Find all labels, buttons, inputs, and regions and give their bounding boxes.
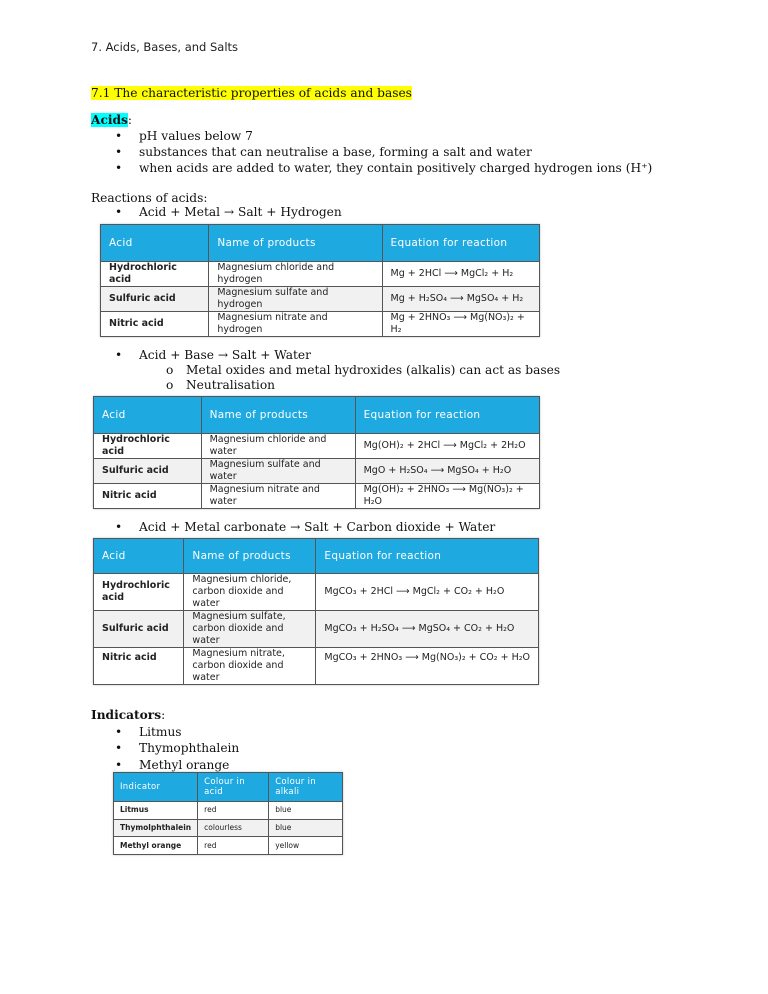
cell: Litmus <box>114 802 198 820</box>
acid-metal-table <box>100 224 540 337</box>
cell: Magnesium sulfate and hydrogen <box>209 287 382 312</box>
cell: Mg + 2HNO₃ ⟶ Mg(NO₃)₂ + H₂ <box>382 312 539 337</box>
list-item: • substances that can neutralise a base, forming a salt and water <box>115 145 532 159</box>
bullet-text: Acid + Base → Salt + Water <box>139 348 311 362</box>
cell: Magnesium nitrate and hydrogen <box>209 312 382 337</box>
cell: Magnesium chloride and hydrogen <box>209 262 382 287</box>
indicators-colon: : <box>161 708 166 722</box>
table-row <box>114 837 343 855</box>
cell: Thymolphthalein <box>114 819 198 837</box>
cell: MgCO₃ + 2HNO₃ ⟶ Mg(NO₃)₂ + CO₂ + H₂O <box>316 648 539 685</box>
cell: Magnesium chloride and water <box>201 434 355 459</box>
indicators-label: Indicators <box>91 708 162 722</box>
cell: Sulfuric acid <box>94 459 202 484</box>
list-item: • Acid + Base → Salt + Water <box>115 348 311 362</box>
indicator-table <box>113 772 343 855</box>
cell: Sulfuric acid <box>94 611 184 648</box>
table-row <box>101 287 540 312</box>
acids-colon: : <box>127 113 132 127</box>
cell: Mg + 2HCl ⟶ MgCl₂ + H₂ <box>382 262 539 287</box>
column-header: Colour in acid <box>198 773 269 802</box>
cell: MgCO₃ + H₂SO₄ ⟶ MgSO₄ + CO₂ + H₂O <box>316 611 539 648</box>
cell: Hydrochloric acid <box>94 574 184 611</box>
acid-base-table <box>93 396 540 509</box>
cell: Magnesium sulfate and water <box>201 459 355 484</box>
cell: Nitric acid <box>94 484 202 509</box>
bullet-text: substances that can neutralise a base, forming a salt and water <box>139 145 532 159</box>
list-item: • Acid + Metal carbonate → Salt + Carbon dioxide + Water <box>115 520 496 534</box>
bullet-text: Neutralisation <box>186 378 276 392</box>
bullet-text: Thymophthalein <box>139 741 240 755</box>
table-row <box>101 312 540 337</box>
cell: Nitric acid <box>101 312 209 337</box>
table-row <box>101 262 540 287</box>
section-title-text: 7.1 The characteristic properties of acids and bases <box>91 86 412 100</box>
list-item: • when acids are added to water, they contain positively charged hydrogen ions (H⁺) <box>115 161 653 175</box>
acid-carbonate-table <box>93 538 539 685</box>
table-row <box>94 648 539 685</box>
cell: Magnesium sulfate, carbon dioxide and water <box>184 611 316 648</box>
bullet-text: Litmus <box>139 725 182 739</box>
acids-heading <box>91 113 132 127</box>
table-row <box>94 484 540 509</box>
column-header: Name of products <box>209 225 382 262</box>
list-item: • Litmus <box>115 725 182 739</box>
cell: Mg(OH)₂ + 2HNO₃ ⟶ Mg(NO₃)₂ + H₂O <box>355 484 539 509</box>
acids-label: Acids <box>91 113 128 127</box>
cell: Magnesium nitrate and water <box>201 484 355 509</box>
bullet-text: pH values below 7 <box>139 129 253 143</box>
column-header: Name of products <box>184 539 316 574</box>
cell: red <box>198 802 269 820</box>
column-header: Colour in alkali <box>269 773 343 802</box>
column-header: Indicator <box>114 773 198 802</box>
list-item: • Thymophthalein <box>115 741 240 755</box>
cell: Nitric acid <box>94 648 184 685</box>
cell: Hydrochloric acid <box>101 262 209 287</box>
sub-list-item: o Neutralisation <box>166 378 276 392</box>
bullet-text: Acid + Metal carbonate → Salt + Carbon dioxide + Water <box>139 520 496 534</box>
list-item: • Methyl orange <box>115 758 230 772</box>
column-header: Equation for reaction <box>355 397 539 434</box>
table-row <box>114 819 343 837</box>
cell: MgO + H₂SO₄ ⟶ MgSO₄ + H₂O <box>355 459 539 484</box>
reactions-label: Reactions of acids: <box>91 191 208 205</box>
cell: colourless <box>198 819 269 837</box>
cell: Hydrochloric acid <box>94 434 202 459</box>
page-header: 7. Acids, Bases, and Salts <box>91 40 239 54</box>
cell: MgCO₃ + 2HCl ⟶ MgCl₂ + CO₂ + H₂O <box>316 574 539 611</box>
column-header: Acid <box>94 397 202 434</box>
cell: Mg + H₂SO₄ ⟶ MgSO₄ + H₂ <box>382 287 539 312</box>
column-header: Name of products <box>201 397 355 434</box>
column-header: Equation for reaction <box>382 225 539 262</box>
indicators-heading <box>91 708 165 722</box>
cell: Sulfuric acid <box>101 287 209 312</box>
table-row <box>94 434 540 459</box>
sub-list-item: o Metal oxides and metal hydroxides (alkalis) can act as bases <box>166 363 561 377</box>
column-header: Equation for reaction <box>316 539 539 574</box>
bullet-text: Metal oxides and metal hydroxides (alkalis) can act as bases <box>186 363 561 377</box>
cell: red <box>198 837 269 855</box>
cell: Methyl orange <box>114 837 198 855</box>
bullet-text: when acids are added to water, they contain positively charged hydrogen ions (H⁺) <box>139 161 653 175</box>
cell: blue <box>269 819 343 837</box>
cell: yellow <box>269 837 343 855</box>
cell: Magnesium chloride, carbon dioxide and water <box>184 574 316 611</box>
bullet-text: Methyl orange <box>139 758 230 772</box>
cell: blue <box>269 802 343 820</box>
column-header: Acid <box>94 539 184 574</box>
table-row <box>114 802 343 820</box>
table-row <box>94 574 539 611</box>
section-title <box>91 86 412 100</box>
cell: Mg(OH)₂ + 2HCl ⟶ MgCl₂ + 2H₂O <box>355 434 539 459</box>
table-row <box>94 611 539 648</box>
bullet-text: Acid + Metal → Salt + Hydrogen <box>139 205 342 219</box>
cell: Magnesium nitrate, carbon dioxide and water <box>184 648 316 685</box>
list-item: • pH values below 7 <box>115 129 253 143</box>
table-row <box>94 459 540 484</box>
column-header: Acid <box>101 225 209 262</box>
list-item: • Acid + Metal → Salt + Hydrogen <box>115 205 342 219</box>
